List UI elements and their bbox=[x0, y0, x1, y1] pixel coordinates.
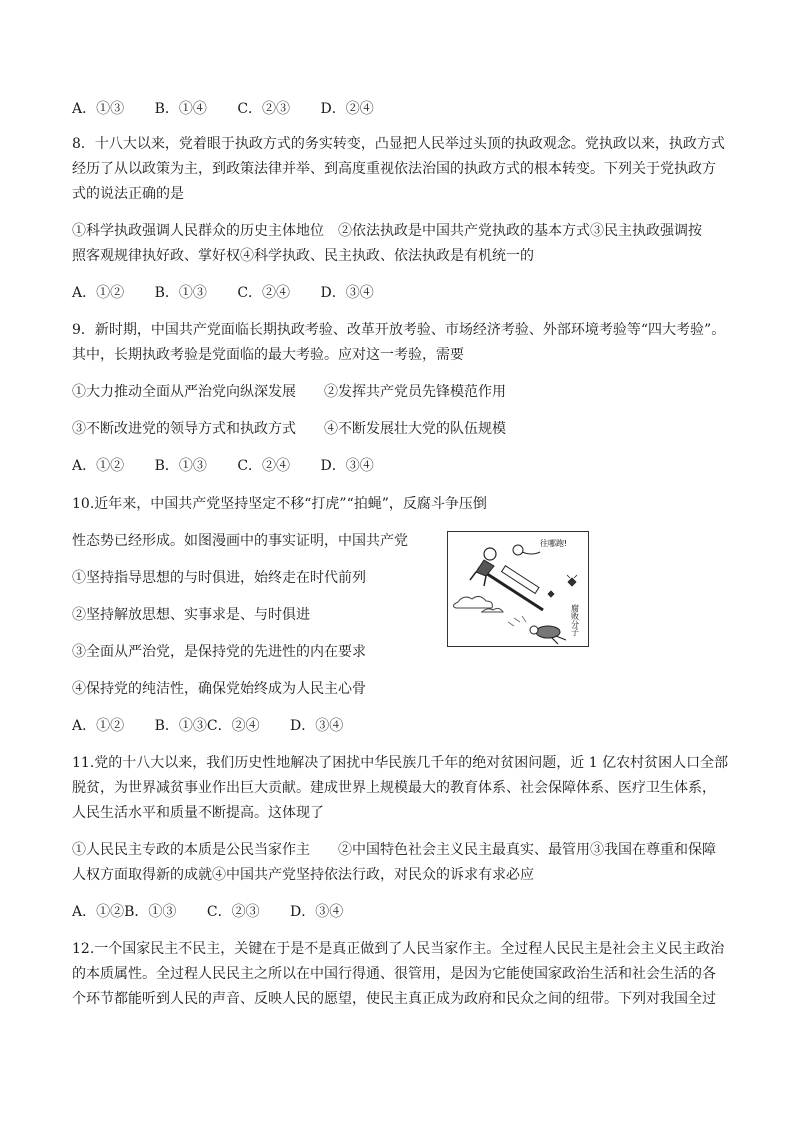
q8-stem-line-3: 式的说法正确的是 bbox=[72, 186, 184, 202]
q12-stem-line-2: 的本质属性。全过程人民民主之所以在中国行得通、很管用，是因为它能使国家政治生活和社会生活的各 bbox=[72, 966, 716, 982]
q10-options bbox=[72, 717, 369, 735]
q10-statement-3: ③全面从严治党，是保持党的先进性的内在要求 bbox=[72, 644, 366, 660]
q9-options bbox=[72, 457, 400, 475]
fly-2 bbox=[548, 591, 554, 597]
option-b: B．①④ bbox=[154, 101, 207, 117]
cloud-small bbox=[481, 608, 503, 612]
q8-statement-line-2: 照客观规律执好政、掌好权④科学执政、民主执政、依法执政是有机统一的 bbox=[72, 248, 534, 264]
q8-options bbox=[72, 284, 400, 302]
option-ab: A．①②B．①③ bbox=[72, 904, 177, 920]
q10-statement-1: ①坚持指导思想的与时俱进，始终走在时代前列 bbox=[72, 570, 366, 586]
option-d: D．③④ bbox=[290, 718, 344, 734]
cartoon-drawing bbox=[448, 532, 588, 646]
option-b: B．①③ bbox=[154, 285, 207, 301]
q11-statement-line-1: ①人民民主专政的本质是公民当家作主 ②中国特色社会主义民主最真实、最管用③我国在尊重和保障 bbox=[72, 842, 716, 858]
q10-statement-2: ②坚持解放思想、实事求是、与时俱进 bbox=[72, 607, 310, 623]
anti-corruption-cartoon bbox=[447, 531, 589, 647]
option-c: C．②③ bbox=[206, 904, 260, 920]
q8-stem-line-1: 8．十八大以来，党着眼于执政方式的务实转变，凸显把人民举过头顶的执政观念。党执政以来，执政方式 bbox=[72, 136, 725, 152]
q9-statement-line-2: ③不断改进党的领导方式和执政方式 ④不断发展壮大党的队伍规模 bbox=[72, 421, 506, 437]
q11-stem-line-2: 脱贫，为世界减贫事业作出巨大贡献。建成世界上规模最大的教育体系、社会保障体系、医疗卫生体系， bbox=[72, 780, 716, 796]
cartoon-label: 腐败分子 bbox=[570, 604, 580, 636]
cloud-left bbox=[453, 596, 492, 608]
q9-stem-line-2: 其中，长期执政考验是党面临的最大考验。应对这一考验，需要 bbox=[72, 347, 464, 363]
motion-lines bbox=[508, 616, 526, 626]
option-a: A．①② bbox=[72, 718, 125, 734]
option-b: B．①③ bbox=[154, 458, 207, 474]
option-c: C．②④ bbox=[237, 285, 291, 301]
cartoon-speech: 往哪跑! bbox=[540, 539, 568, 548]
q8-statement-line-1: ①科学执政强调人民群众的历史主体地位 ②依法执政是中国共产党执政的基本方式③民主执政强调按 bbox=[72, 223, 702, 239]
q11-options bbox=[72, 903, 369, 921]
option-a: A．①② bbox=[72, 285, 125, 301]
figure-head bbox=[484, 548, 496, 560]
option-c: C．②④ bbox=[237, 458, 291, 474]
q11-stem-line-1: 11.党的十八大以来，我们历史性地解决了困扰中华民族几千年的绝对贫困问题，近 1 亿农村贫困人口全部 bbox=[72, 755, 729, 771]
option-a: A．①② bbox=[72, 458, 125, 474]
tiger-head bbox=[513, 545, 523, 555]
q10-stem-line-1: 10.近年来，中国共产党坚持坚定不移“打虎”“拍蝇”，反腐斗争压倒 bbox=[72, 496, 487, 512]
tiger-tail bbox=[522, 552, 540, 554]
option-d: D．②④ bbox=[320, 101, 374, 117]
option-bc: B．①③C．②④ bbox=[154, 718, 260, 734]
q10-stem-line-2: 性态势已经形成。如图漫画中的事实证明，中国共产党 bbox=[72, 533, 408, 549]
fallen-official-head bbox=[530, 626, 538, 634]
q7-options bbox=[72, 100, 400, 118]
option-a: A．①③ bbox=[72, 101, 125, 117]
q12-stem-line-1: 12.一个国家民主不民主，关键在于是不是真正做到了人民当家作主。全过程人民民主是社会主义民主政治 bbox=[72, 941, 725, 957]
q12-stem-line-3: 个环节都能听到人民的声音、反映人民的愿望，使民主真正成为政府和民众之间的纽带。下列对我国全过 bbox=[72, 991, 716, 1007]
sword-banner bbox=[502, 566, 539, 594]
q10-statement-4: ④保持党的纯洁性，确保党始终成为人民主心骨 bbox=[72, 681, 366, 697]
fly-1 bbox=[567, 575, 577, 586]
option-d: D．③④ bbox=[290, 904, 344, 920]
q11-statement-line-2: 人权方面取得新的成就④中国共产党坚持依法行政，对民众的诉求有求必应 bbox=[72, 867, 534, 883]
figure-body bbox=[476, 560, 494, 576]
option-c: C．②③ bbox=[237, 101, 291, 117]
q9-statement-line-1: ①大力推动全面从严治党向纵深发展 ②发挥共产党员先锋模范作用 bbox=[72, 384, 506, 400]
q11-stem-line-3: 人民生活水平和质量不断提高。这体现了 bbox=[72, 805, 324, 821]
option-d: D．③④ bbox=[320, 285, 374, 301]
option-d: D．③④ bbox=[320, 458, 374, 474]
q9-stem-line-1: 9．新时期，中国共产党面临长期执政考验、改革开放考验、市场经济考验、外部环境考验等“四大考验”。 bbox=[72, 322, 726, 338]
q8-stem-line-2: 经历了从以政策为主，到政策法律并举、到高度重视依法治国的执政方式的根本转变。下列关于党执政方 bbox=[72, 161, 716, 177]
